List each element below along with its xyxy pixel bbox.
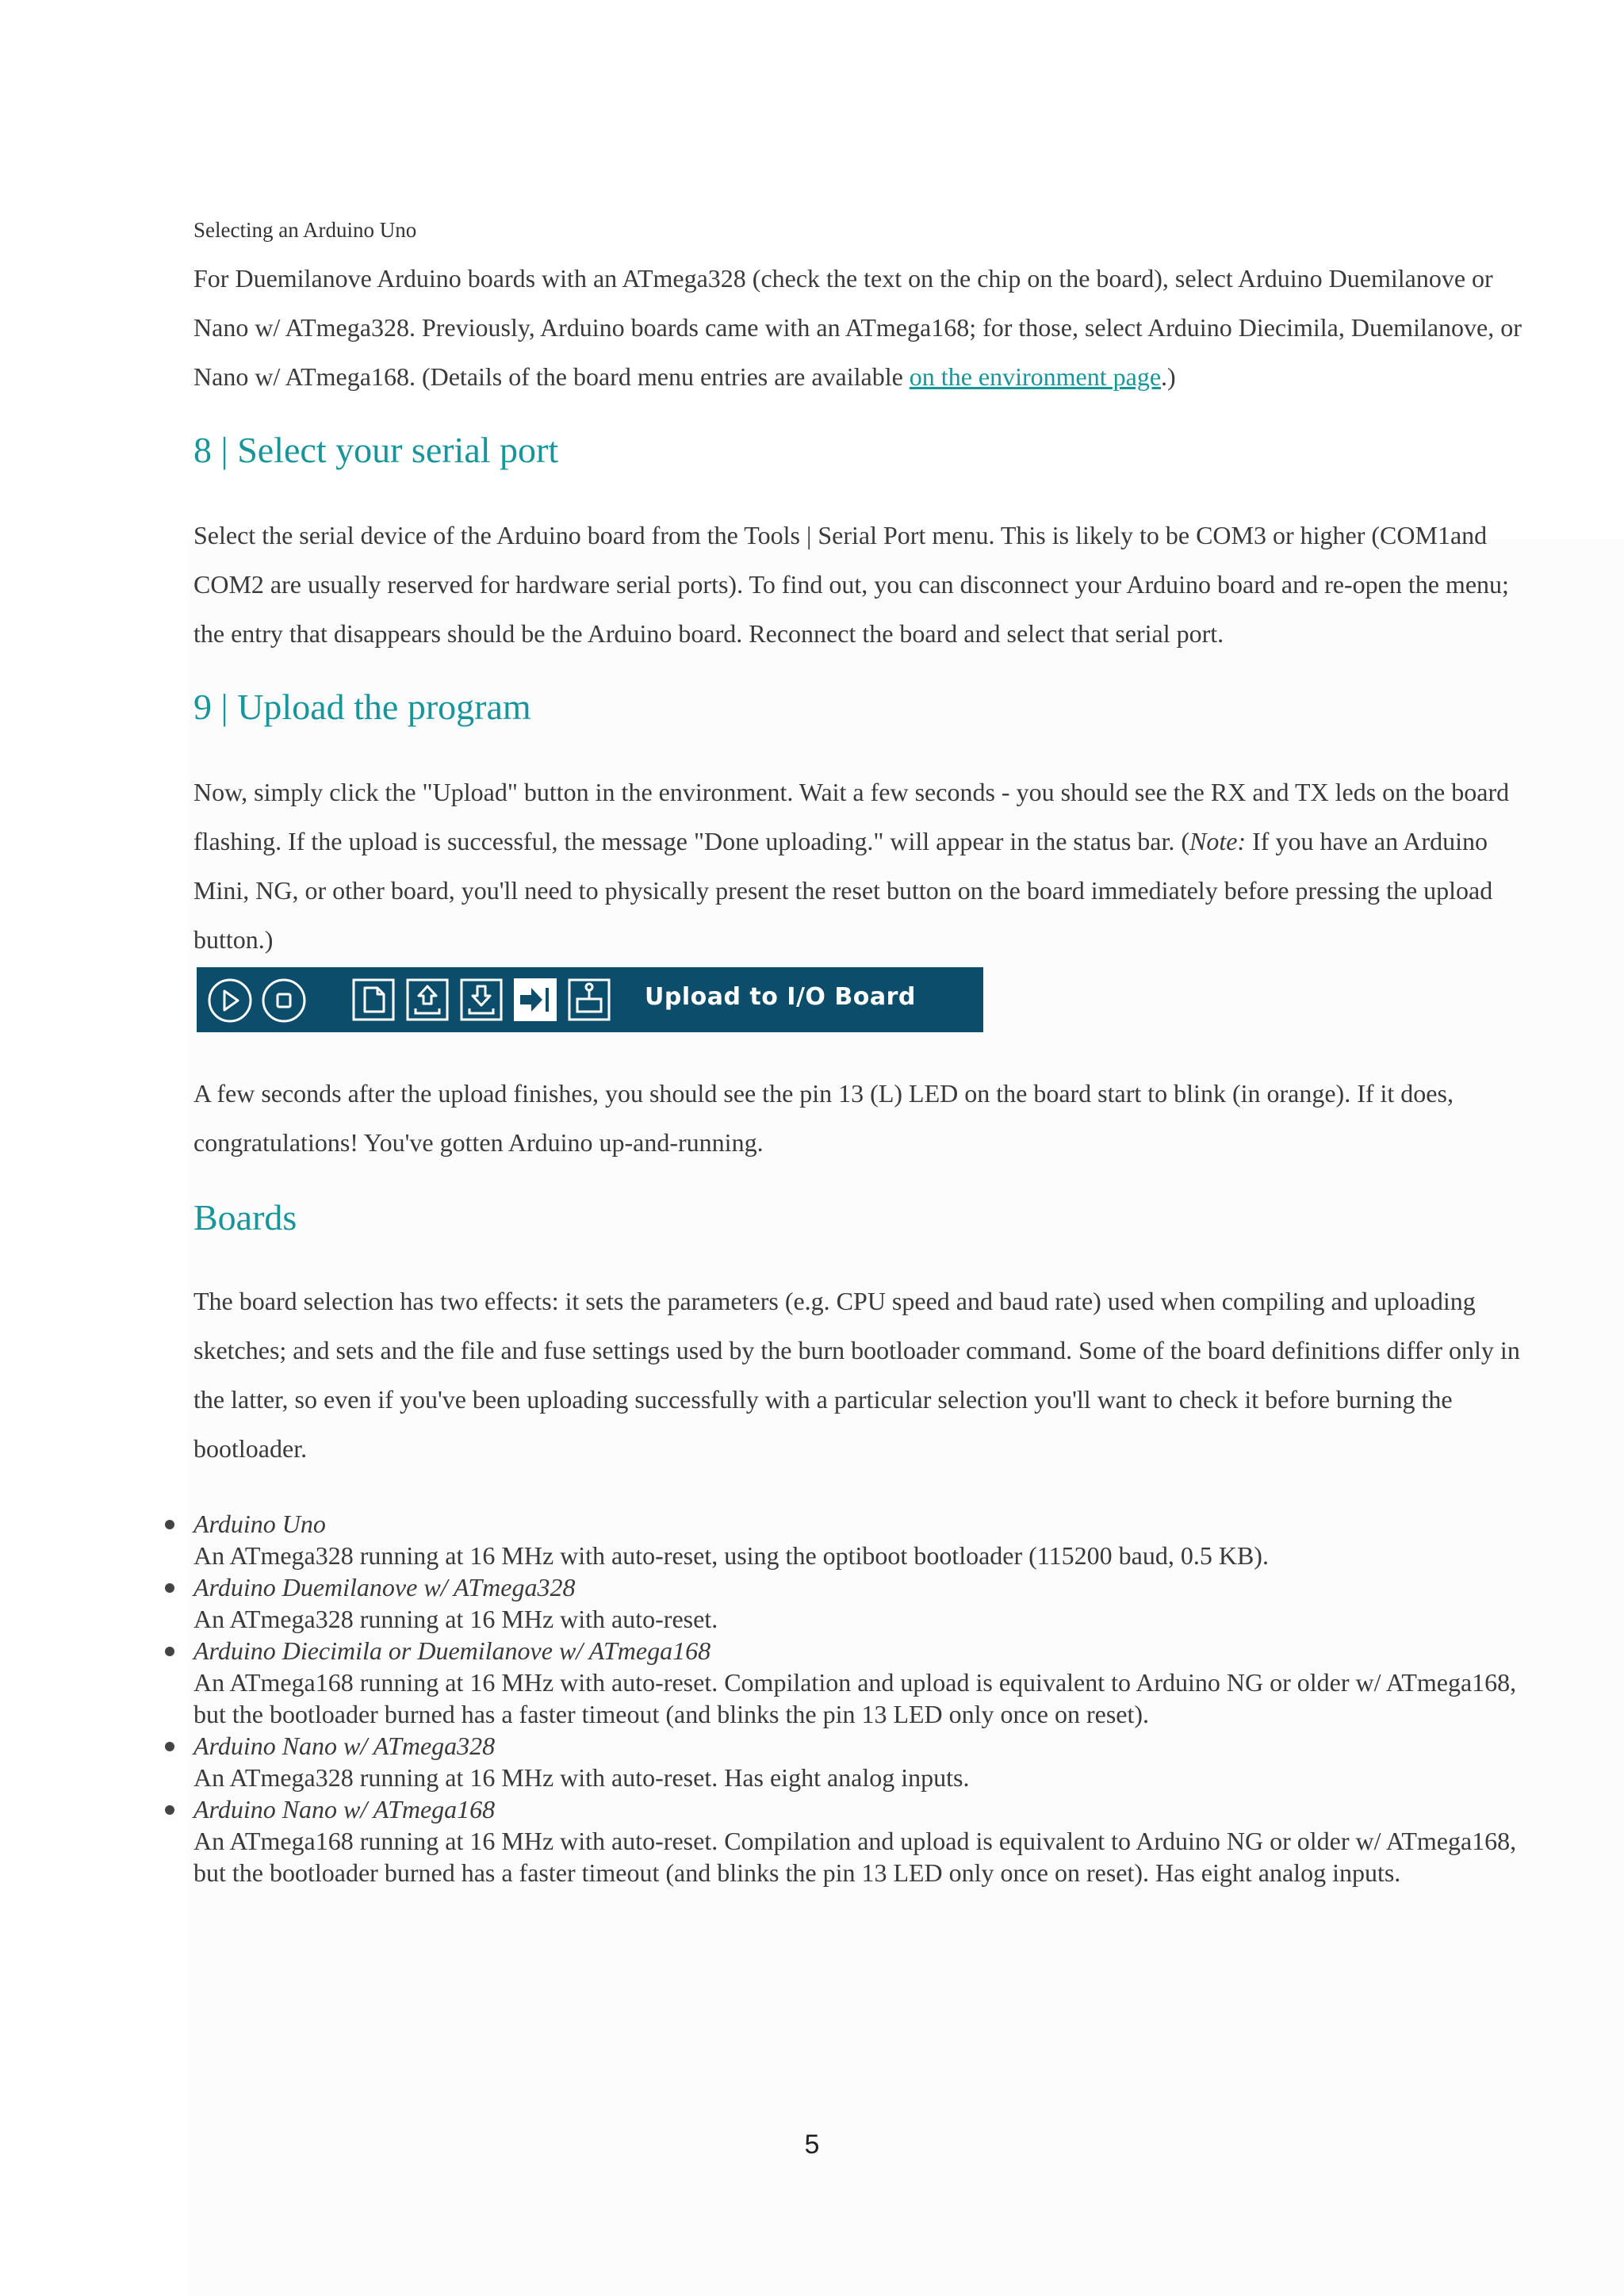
- after-upload-paragraph: A few seconds after the upload finishes, you should see the pin 13 (L) LED on the board start to blink (in orange). If it does, congratulations! You've gotten Arduino up-and-running.: [193, 1079, 1454, 1157]
- figure-caption: Selecting an Arduino Uno: [193, 218, 417, 242]
- upload-arrow-icon[interactable]: [514, 978, 557, 1021]
- list-item: [193, 1571, 1526, 1635]
- board-name: Arduino Uno: [193, 1510, 326, 1538]
- document-page: [193, 214, 1526, 1888]
- new-file-icon[interactable]: [352, 978, 395, 1021]
- board-name: Arduino Duemilanove w/ ATmega328: [193, 1573, 576, 1601]
- board-description: An ATmega168 running at 16 MHz with auto-reset. Compilation and upload is equivalent to Arduino NG or older w/ ATmega168, but the bootloader burned has a faster timeout (and blinks the pin 13 LED only once on reset). Has eight analog inputs.: [193, 1827, 1517, 1887]
- bullet-icon: [165, 1520, 174, 1529]
- board-name: Arduino Nano w/ ATmega168: [193, 1795, 496, 1823]
- bullet-icon: [165, 1647, 174, 1656]
- serial-port-paragraph: Select the serial device of the Arduino board from the Tools | Serial Port menu. This is likely to be COM3 or higher (COM1and COM2 are usually reserved for hardware serial ports). To find out, you can disconnect your Arduino board and re-open the menu; the entry that disappears should be the Arduino board. Reconnect the board and select that serial port.: [193, 521, 1509, 648]
- toolbar-status-label: Upload to I/O Board: [645, 983, 916, 1011]
- board-description: An ATmega328 running at 16 MHz with auto-reset. Has eight analog inputs.: [193, 1763, 970, 1792]
- intro-paragraph: [193, 254, 1526, 401]
- bullet-icon: [165, 1742, 174, 1751]
- upload-text-before: Now, simply click the "Upload" button in the environment. Wait a few seconds - you should see the RX and TX leds on the board flashing. If the upload is successful, the message "Done uploading." will appear in the status bar. (: [193, 778, 1510, 855]
- board-description: An ATmega168 running at 16 MHz with auto-reset. Compilation and upload is equivalent to Arduino NG or older w/ ATmega168, but the bootloader burned has a faster timeout (and blinks the pin 13 LED only once on reset).: [193, 1668, 1517, 1728]
- list-item: [193, 1793, 1526, 1888]
- arduino-toolbar: [197, 967, 983, 1032]
- board-description: An ATmega328 running at 16 MHz with auto-reset.: [193, 1605, 718, 1633]
- open-file-icon[interactable]: [406, 978, 449, 1021]
- page-number: 5: [804, 2130, 820, 2160]
- intro-text: For Duemilanove Arduino boards with an ATmega328 (check the text on the chip on the board), select Arduino Duemilanove or Nano w/ ATmega328. Previously, Arduino boards came with an ATmega168; for those, select Arduino Diecimila, Duemilanove, or Nano w/ ATmega168. (Details of the board menu entries are available: [193, 264, 1522, 391]
- boards-paragraph: The board selection has two effects: it sets the parameters (e.g. CPU speed and baud rate) used when compiling and uploading sketches; and sets and the file and fuse settings used by the burn bootloader command. Some of the board definitions differ only in the latter, so even if you've been uploading successfully with a particular selection you'll want to check it before burning the bootloader.: [193, 1287, 1520, 1463]
- serial-monitor-icon[interactable]: [568, 978, 611, 1021]
- stop-icon[interactable]: [260, 977, 308, 1024]
- board-description: An ATmega328 running at 16 MHz with auto-reset, using the optiboot bootloader (115200 baud, 0.5 KB).: [193, 1541, 1269, 1570]
- upload-paragraph: [193, 767, 1526, 964]
- note-label: Note:: [1189, 827, 1247, 855]
- environment-page-link[interactable]: on the environment page: [909, 362, 1162, 391]
- verify-play-icon[interactable]: [206, 977, 254, 1024]
- bullet-icon: [165, 1805, 174, 1815]
- board-name: Arduino Nano w/ ATmega328: [193, 1732, 496, 1760]
- save-file-icon[interactable]: [460, 978, 503, 1021]
- intro-after: .): [1161, 362, 1176, 391]
- board-name: Arduino Diecimila or Duemilanove w/ ATmega168: [193, 1636, 711, 1665]
- list-item: [193, 1730, 1526, 1793]
- heading-upload-program: 9 | Upload the program: [193, 687, 531, 727]
- list-item: [193, 1635, 1526, 1730]
- bullet-icon: [165, 1583, 174, 1593]
- list-item: [193, 1508, 1526, 1571]
- upload-text-after: If you have an Arduino Mini, NG, or other board, you'll need to physically present the reset button on the board immediately before pressing the upload button.): [193, 827, 1493, 954]
- heading-select-serial-port: 8 | Select your serial port: [193, 430, 559, 470]
- boards-list: [193, 1508, 1526, 1888]
- heading-boards: Boards: [193, 1197, 297, 1238]
